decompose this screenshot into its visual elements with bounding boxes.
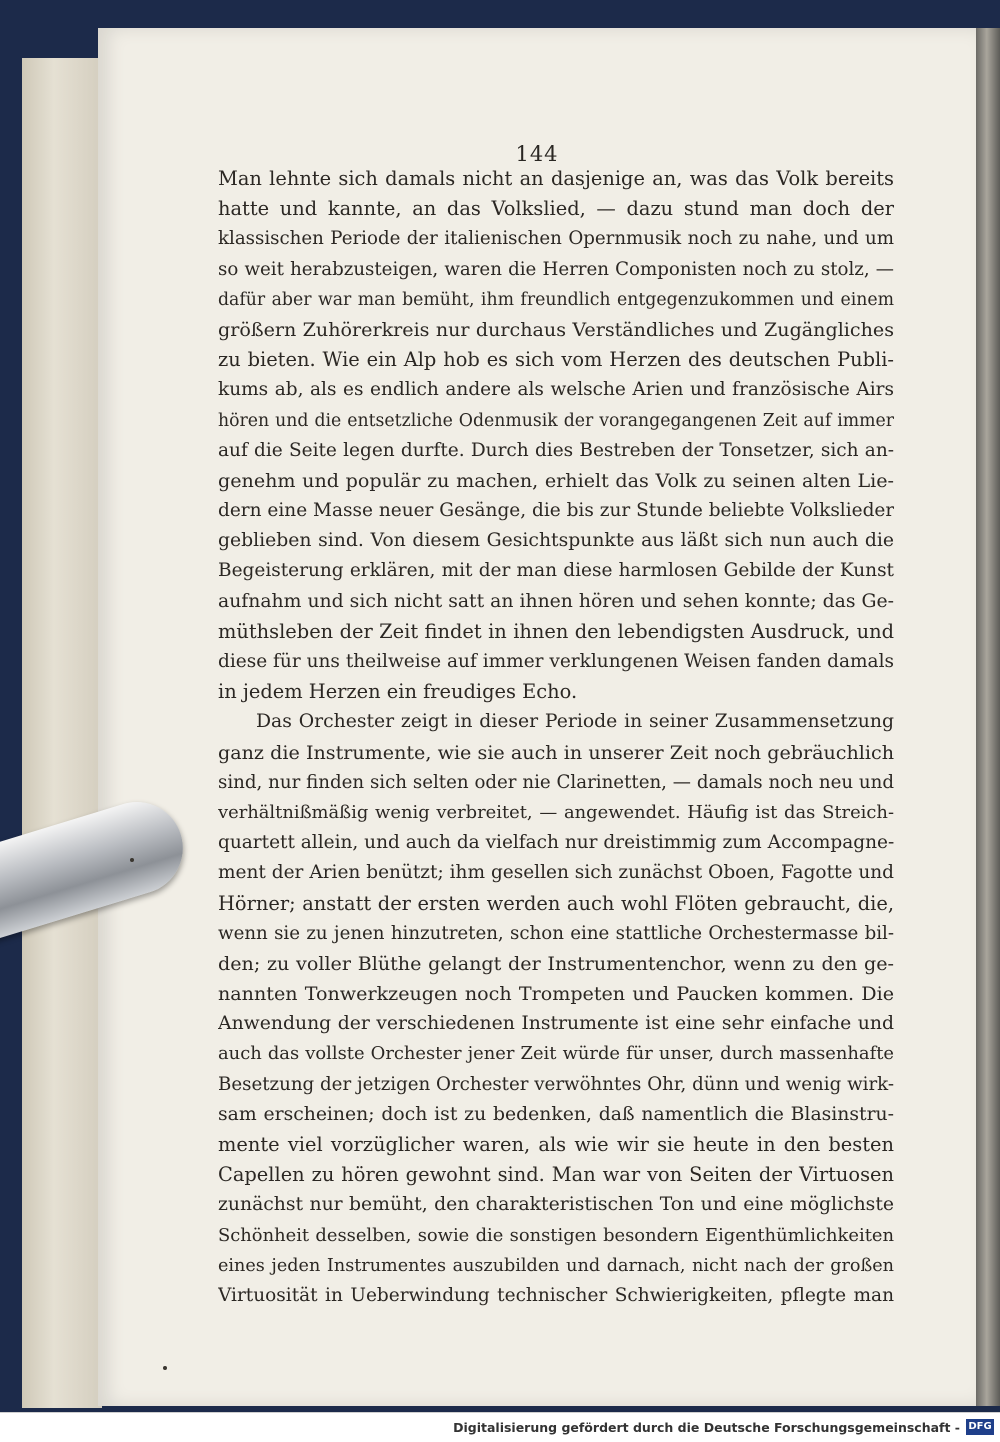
page-speck xyxy=(163,1366,167,1370)
text-line: Capellen zu hören gewohnt sind. Man war von Seiten der Virtuosen xyxy=(218,1163,894,1187)
footer-bar xyxy=(0,1412,1000,1442)
text-line: klassischen Periode der italienischen Opernmusik noch zu nahe, und um xyxy=(218,228,894,250)
page-number: 144 xyxy=(515,142,559,166)
text-line: ment der Arien benützt; ihm gesellen sich zunächst Oboen, Fagotte und xyxy=(218,862,894,884)
text-line: geblieben sind. Von diesem Gesichtspunkte aus läßt sich nun auch die xyxy=(218,530,894,552)
page-speck xyxy=(130,858,134,862)
dfg-logo-icon: DFG xyxy=(966,1419,994,1435)
text-line: Anwendung der verschiedenen Instrumente ist eine sehr einfache und xyxy=(218,1013,894,1035)
text-line: ganz die Instrumente, wie sie auch in unserer Zeit noch gebräuchlich xyxy=(218,740,894,764)
text-line: hatte und kannte, an das Volkslied, — dazu stund man doch der xyxy=(218,197,894,221)
text-line: Man lehnte sich damals nicht an dasjenige an, was das Volk bereits xyxy=(218,167,894,190)
footer-credit: Digitalisierung gefördert durch die Deutsche Forschungsgemeinschaft - xyxy=(453,1420,960,1435)
text-line: größern Zuhörerkreis nur durchaus Verständliches und Zugängliches xyxy=(218,317,894,341)
text-line: Schönheit desselben, sowie die sonstigen besondern Eigenthümlichkeiten xyxy=(218,1224,894,1246)
text-line: aufnahm und sich nicht satt an ihnen hören und sehen konnte; das Ge- xyxy=(218,590,894,612)
body-text xyxy=(218,164,894,1311)
text-line: zunächst nur bemüht, den charakteristischen Ton und eine möglichste xyxy=(218,1194,894,1216)
text-line: Virtuosität in Ueberwindung technischer Schwierigkeiten, pflegte man xyxy=(218,1284,894,1306)
text-line: nannten Tonwerkzeugen noch Trompeten und Paucken kommen. Die xyxy=(218,982,894,1006)
page-stack-edge xyxy=(22,58,102,1408)
text-line: auf die Seite legen durfte. Durch dies Bestreben der Tonsetzer, sich an- xyxy=(218,439,894,461)
text-line: diese für uns theilweise auf immer verklungenen Weisen fanden damals xyxy=(218,651,894,672)
text-line: sam erscheinen; doch ist zu bedenken, daß namentlich die Blasinstru- xyxy=(218,1103,894,1125)
text-line: kums ab, als es endlich andere als welsche Arien und französische Airs xyxy=(218,379,894,401)
text-line: sind, nur finden sich selten oder nie Clarinetten, — damals noch neu und xyxy=(218,771,894,793)
text-line: eines jeden Instrumentes auszubilden und darnach, nicht nach der großen xyxy=(218,1255,894,1276)
text-line-paragraph-end: in jedem Herzen ein freudiges Echo. xyxy=(218,680,578,704)
book-spine-edge xyxy=(976,28,1000,1406)
text-line: so weit herabzusteigen, waren die Herren Componisten noch zu stolz, — xyxy=(218,258,894,280)
text-line: auch das vollste Orchester jener Zeit würde für unser, durch massenhafte xyxy=(218,1043,894,1065)
text-line: hören und die entsetzliche Odenmusik der vorangegangenen Zeit auf immer xyxy=(218,410,894,431)
text-line: müthsleben der Zeit findet in ihnen den lebendigsten Ausdruck, und xyxy=(218,619,894,643)
text-line: wenn sie zu jenen hinzutreten, schon eine stattliche Orchestermasse bil- xyxy=(218,922,894,944)
text-line: dern eine Masse neuer Gesänge, die bis zur Stunde beliebte Volkslieder xyxy=(218,500,894,522)
text-line: quartett allein, und auch da vielfach nur dreistimmig zum Accompagne- xyxy=(218,832,894,854)
text-line: mente viel vorzüglicher waren, als wie wir sie heute in den besten xyxy=(218,1133,894,1156)
text-line: Begeisterung erklären, mit der man diese harmlosen Gebilde der Kunst xyxy=(218,560,894,582)
text-line: den; zu voller Blüthe gelangt der Instrumentenchor, wenn zu den ge- xyxy=(218,951,894,975)
text-line: verhältnißmäßig wenig verbreitet, — angewendet. Häufig ist das Streich- xyxy=(218,801,894,823)
text-line: Besetzung der jetzigen Orchester verwöhntes Ohr, dünn und wenig wirk- xyxy=(218,1073,894,1095)
text-line: Hörner; anstatt der ersten werden auch wohl Flöten gebraucht, die, xyxy=(218,891,894,915)
text-line: genehm und populär zu machen, erhielt das Volk zu seinen alten Lie- xyxy=(218,468,894,492)
text-line: dafür aber war man bemüht, ihm freundlich entgegenzukommen und einem xyxy=(218,289,894,310)
text-line: zu bieten. Wie ein Alp hob es sich vom Herzen des deutschen Publi- xyxy=(218,348,894,372)
text-line-paragraph-start: Das Orchester zeigt in dieser Periode in seiner Zusammensetzung xyxy=(256,711,894,733)
